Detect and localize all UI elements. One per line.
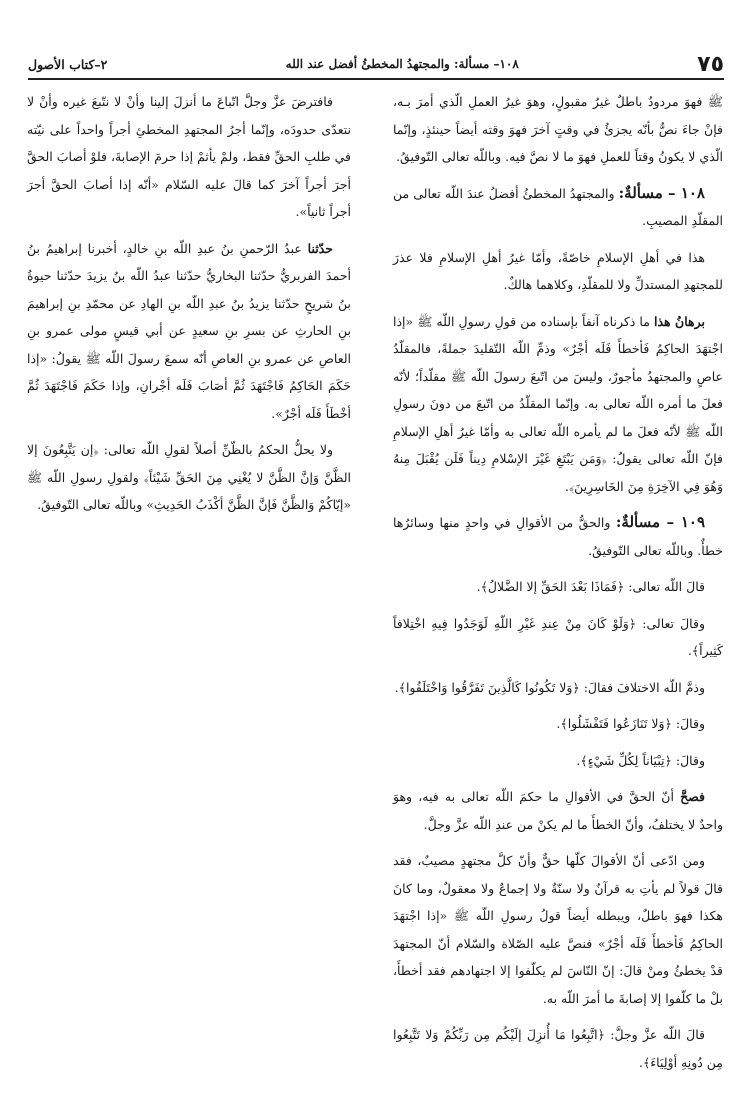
- quote-label: وقالَ تعالى:: [642, 615, 705, 631]
- section-number: ١٠٨ – مسألةٌ:: [618, 183, 705, 202]
- paragraph: [27, 235, 351, 428]
- section-text: والحقُّ من الأقوالِ في واحدٍ منها وسائرُها خطأٌ. وباللّه تعالى التّوفيقُ.: [393, 515, 723, 558]
- paragraph-text: ما ذكرناه آنفاً بإسناده من قولِ رسولِ اللّه ﷺ «إذا اجْتهَدَ الحاكِمُ فَأخطأَ فَلَه أجْرٌ» وذمِّ اللّه التّقليدَ جملةً، فالمقلّدُ عاصٍ والمجتهدُ مأجورٌ، وليسَ من اتّبعَ رسولَ اللّه ﷺ مقلّداً؛ لأنّه فعلَ ما أمره اللّه تعالى به. وإنّما المقلّدُ من اتّبعَ من دونَ رسولِ اللّه ﷺ لأنّه فعلَ ما لم يأمره اللّه تعالى به وأمّا غيرُ أهلِ الإسلامِ فإنّ اللّه تعالى يقولُ: ﴿وَمَن يَبْتَغِ غَيْرَ الإسْلامِ دِيناً فَلَن يُقْبَلَ مِنهُ وَهُوَ فِي الآخِرَةِ مِنَ الخَاسِرِينَ﴾.: [393, 313, 723, 494]
- paragraph: ولا يحلُّ الحكمُ بالظّنِّ أصلاً لقولِ اللّه تعالى: ﴿إن يَتَّبِعُونَ إلا الظَّنَّ وَإنَّ الظَّنَّ لا يُغْنِي مِنَ الحَقِّ شَيْئاً﴾ ولقولِ رسولِ اللّه ﷺ «إيّاكُمْ وَالظَّنَّ فَإنَّ الظَّنَّ أكْذَبُ الحَدِيثِ» وباللّه تعالى التّوفيقُ.: [27, 442, 351, 512]
- paragraph: ومن ادّعى أنّ الأقوالَ كلّها حقٌّ وأنّ كلَّ مجتهدٍ مصيبٌ، فقد قالَ قولاً لم يأتِ به قرآنٌ ولا سنّةٌ ولا إجماعٌ ولا معقولٌ، وما كانَ هكذا فهوَ باطلٌ، ويبطله أيضاً قولُ رسولِ اللّه ﷺ «إذا اجْتهَدَ الحاكِمُ فَأخطأَ فَلَه أجْرٌ» فنصَّ عليه الصّلاة والسّلام أنّ المجتهدَ قدْ يخطئُ ومنْ قالَ: إنّ النّاسَ لم يكلّفوا إلا اجتهادهم فقد أخطأَ، بلْ ما كلّفوا إلا إصابةَ ما أمرَ اللّه به.: [393, 853, 723, 1006]
- paragraph: هذا في أهلِ الإسلامِ خاصّةً، وأمّا غيرُ أهلِ الإسلامِ فلا عذرَ للمجتهدِ المستدلِّ ولا للمقلّدِ، وكلاهما هالكٌ.: [393, 249, 723, 292]
- paragraph: [393, 783, 723, 838]
- paragraph: [393, 308, 723, 501]
- left-column: [27, 88, 351, 528]
- running-title: ١٠٨– مسألة: والمجتهدُ المخطئُ أفضل عند الله: [285, 57, 519, 71]
- section-number: ١٠٩ – مسألةٌ:: [615, 513, 705, 531]
- section-text: والمجتهدُ المخطئُ أفضلُ عندَ اللّه تعالى من المقلّدِ المصيبِ.: [393, 185, 723, 228]
- quote-label: قالَ اللّه تعالى:: [628, 579, 705, 594]
- quote-line: [393, 610, 723, 665]
- quote-text: ﴿فَمَاذَا بَعْدَ الحَقِّ إلا الضَّلالُ﴾.: [476, 579, 625, 594]
- quote-line: وقالَ: ﴿تِبْيَاناً لِكُلِّ شَيْءٍ﴾.: [576, 752, 705, 768]
- page-header: [28, 50, 724, 80]
- quote-label: قالَ اللّه عزَّ وجلَّ:: [610, 1027, 705, 1042]
- paragraph: فافترضَ عزَّ وجلَّ اتّباعَ ما أنزلَ إلينا وأنْ لا نتّبعَ غيره وأنْ لا نتعدّى حدودَه، وإنّما أجرُ المجتهدِ المخطئِ أجراً واحداً على نيّته في طلبِ الحقِّ فقط، ولمْ يأثمْ إذا حرمَ الإصابةَ، فلوْ أصابَ الحقَّ أجرَ أجراً آخرَ كما قالَ عليه السّلام «أنّه إذا أصابَ الحقَّ أجرَ أجراً ثانياً».: [27, 94, 351, 219]
- section-108: [393, 180, 723, 235]
- quote-text: ﴿وَلَوْ كَانَ مِنْ عِندِ غَيْرِ اللّهِ لَوَجَدُوا فِيهِ اخْتِلافاً كَثِيراً﴾.: [393, 615, 723, 658]
- book-title: ٢–كتاب الأصول: [28, 56, 108, 72]
- page-number: ٧٥: [697, 51, 724, 77]
- paragraph-text: أنّ الحقَّ في الأقوالِ ما حكمَ اللّه تعالى به فيه، وهوَ واحدٌ لا يختلفُ، وأنّ الخطأَ ما لم يكنْ من عندِ اللّه عزَّ وجلَّ.: [393, 789, 723, 832]
- paragraph: ﷺ فهوَ مردودٌ باطلٌ غيرُ مقبولٍ، وهوَ غيرُ العملِ الّذي أمرَ بـه، فإنْ جاءَ نصٌّ بأنّه يجزئُ في وقتٍ آخرَ فهوَ وقته أيضاً حينئذٍ، وإنّما الّذي لا يكونُ وقتاً للعملِ فهوَ ما لا نصَّ فيه. وباللّه تعالى التّوفيقُ.: [393, 94, 723, 164]
- quote-line: وقالَ: ﴿وَلا تَنَازَعُوا فَتَفْشَلُوا﴾.: [556, 716, 705, 731]
- quote-line: [393, 1021, 723, 1076]
- quote-line: وذمَّ اللّه الاختلافَ فقالَ: ﴿وَلا تَكُونُوا كَالَّذِينَ تَفَرَّقُوا وَاخْتَلَفُوا﴾.: [394, 679, 705, 695]
- right-column: [393, 88, 723, 1085]
- paragraph-label: فصحَّ: [680, 789, 705, 804]
- section-109: [393, 509, 723, 564]
- quote-text: ﴿اتَّبِعُوا مَا أُنزِلَ إلَيْكُم مِن رَبِّكُمْ وَلا تَتَّبِعُوا مِن دُونِهِ أوْلِيَاءَ﴾.: [393, 1027, 723, 1070]
- quote-line: [393, 573, 723, 601]
- paragraph-text: عبدُ الرّحمنِ بنُ عبدِ اللّه بنِ خالدٍ، أخبرنا إبراهيمُ بنُ أحمدَ الفربريُّ حدّثنا البخاريُّ حدّثنا عبدُ اللّه بنُ يزيدَ حدّثنا حيوةُ بنُ شريحٍ حدّثنا يزيدُ بنُ عبدِ اللّه بنِ الهادِ عن محمّدِ بنِ إبراهيمَ بنِ الحارثِ عن بسرِ بنِ سعيدٍ عن أبي قيسٍ مولى عمرو بنِ العاصِ عن عمرو بنِ العاصِ أنّه سمعَ رسولَ اللّه ﷺ يقولُ: «إذا حَكَمَ الحَاكِمُ فَاجْتَهَدَ ثُمَّ أصَابَ فَلَه أجْرانِ، وإذا حَكَمَ فَاجْتَهَدَ ثُمَّ أخْطَأَ فَلَه أجْرٌ».: [27, 240, 351, 421]
- paragraph-label: حدّثنا: [307, 240, 333, 256]
- paragraph-label: برهانُ هذا: [653, 313, 705, 329]
